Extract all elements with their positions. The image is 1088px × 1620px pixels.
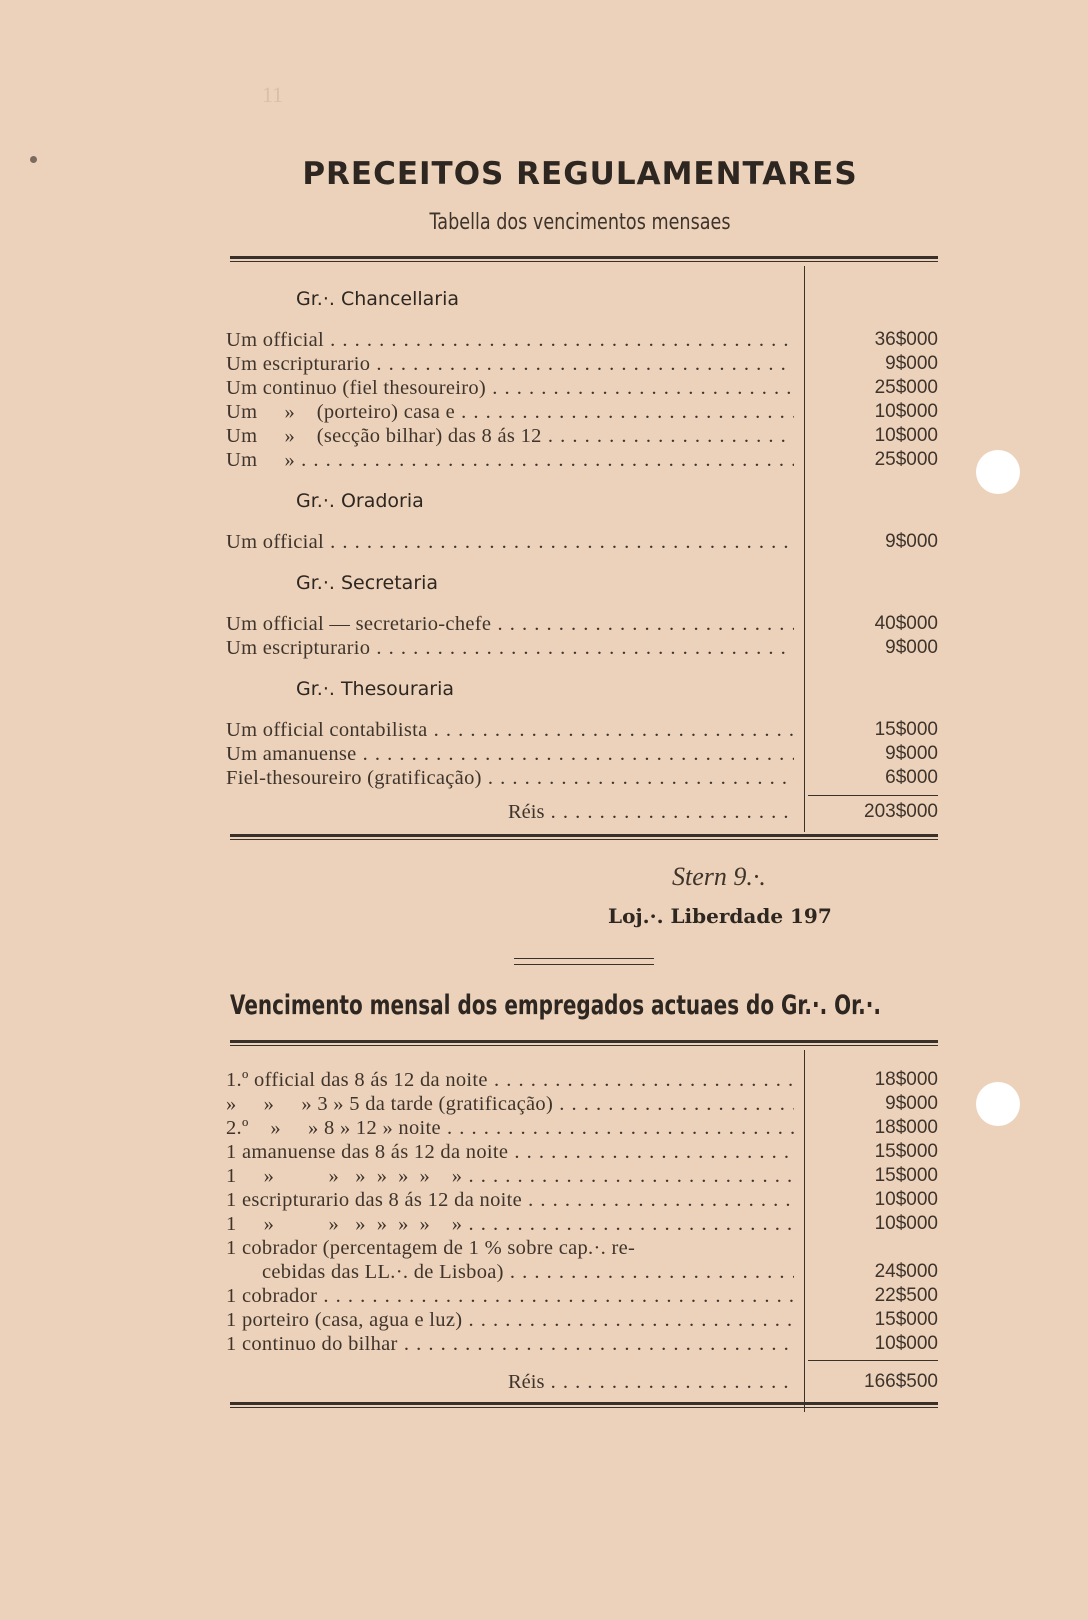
row-label: Um » (porteiro) casa e . . .	[226, 400, 794, 424]
sum-rule	[808, 795, 938, 796]
row-label: Fiel-thesoureiro (gratificação) . . .	[226, 766, 794, 790]
table-row	[226, 400, 938, 424]
row-amount: 15$000	[874, 1309, 938, 1330]
table-row	[226, 1212, 938, 1236]
table2-bottom-rule	[230, 1402, 938, 1408]
page-number: 11	[262, 82, 284, 107]
row-amount: 6$000	[885, 767, 938, 788]
table-row	[226, 742, 938, 766]
row-label: Um escripturario . . .	[226, 636, 794, 660]
row-amount: 25$000	[874, 449, 938, 470]
row-amount: 9$000	[885, 1093, 938, 1114]
total-label: Réis . . .	[508, 1370, 794, 1394]
row-label: Um » . . .	[226, 448, 794, 472]
row-label: 1 continuo do bilhar . . .	[226, 1332, 794, 1356]
row-label: Um amanuense . . .	[226, 742, 794, 766]
section-title: Vencimento mensal dos empregados actuaes do Gr.·. Or.·.	[230, 990, 881, 1021]
row-amount: 18$000	[874, 1117, 938, 1138]
punch-hole	[976, 450, 1020, 494]
row-amount: 36$000	[874, 329, 938, 350]
table-row	[226, 1188, 938, 1212]
row-label: 1 cobrador (percentagem de 1 % sobre cap.·. re-	[226, 1237, 636, 1259]
row-amount: 25$000	[874, 377, 938, 398]
row-label: 1 escripturario das 8 ás 12 da noite . . .	[226, 1188, 794, 1212]
row-label: 1 » » » » » » » . . .	[226, 1212, 794, 1236]
row-amount: 10$000	[874, 425, 938, 446]
table-row	[226, 376, 938, 400]
row-label: Um escripturario . . .	[226, 352, 794, 376]
page-subtitle: Tabella dos vencimentos mensaes	[429, 210, 731, 235]
row-label: Um official — secretario-chefe . . .	[226, 612, 794, 636]
table-row	[226, 1284, 938, 1308]
row-amount: 10$000	[874, 1333, 938, 1354]
row-amount: 15$000	[874, 1141, 938, 1162]
ink-dot	[30, 156, 37, 163]
total-row	[226, 1370, 938, 1394]
divider-rule	[514, 964, 654, 965]
table1-bottom-rule	[230, 834, 938, 840]
table-row	[226, 1236, 938, 1260]
row-label: 1 porteiro (casa, agua e luz) . . .	[226, 1308, 794, 1332]
row-label: 1.º official das 8 ás 12 da noite . . .	[226, 1068, 794, 1092]
row-amount: 9$000	[885, 353, 938, 374]
row-amount: 22$500	[874, 1285, 938, 1306]
table1-top-rule	[230, 256, 938, 262]
row-amount: 15$000	[874, 1165, 938, 1186]
lodge-name: Loj.·. Liberdade 197	[608, 904, 832, 928]
row-amount: 10$000	[874, 1213, 938, 1234]
row-label: Um » (secção bilhar) das 8 ás 12 . . .	[226, 424, 794, 448]
row-label: 1 » » » » » » » . . .	[226, 1164, 794, 1188]
table-row	[226, 766, 938, 790]
sum-rule	[808, 1360, 938, 1361]
section-heading-thesouraria: Gr.·. Thesouraria	[296, 678, 455, 700]
table-row	[226, 1332, 938, 1356]
row-label: » » » 3 » 5 da tarde (gratificação) . . .	[226, 1092, 794, 1116]
table-row	[226, 718, 938, 742]
table-row	[226, 1260, 938, 1284]
row-label: Um official . . .	[226, 328, 794, 352]
table-row	[226, 1116, 938, 1140]
punch-hole	[976, 1082, 1020, 1126]
row-amount: 18$000	[874, 1069, 938, 1090]
table-row	[226, 636, 938, 660]
table-row	[226, 448, 938, 472]
page-title: PRECEITOS REGULAMENTARES	[302, 156, 858, 192]
row-amount: 9$000	[885, 743, 938, 764]
section-heading-secretaria: Gr.·. Secretaria	[296, 572, 439, 594]
table-row	[226, 1092, 938, 1116]
table-row	[226, 1068, 938, 1092]
row-label: 1 cobrador . . .	[226, 1284, 794, 1308]
table-row	[226, 612, 938, 636]
table-row	[226, 1308, 938, 1332]
table-row	[226, 1140, 938, 1164]
table-row	[226, 352, 938, 376]
divider-rule	[514, 958, 654, 959]
row-amount: 15$000	[874, 719, 938, 740]
signature: Stern 9.·.	[672, 862, 766, 891]
row-label: Um official . . .	[226, 530, 794, 554]
row-amount: 24$000	[874, 1261, 938, 1282]
row-amount: 9$000	[885, 637, 938, 658]
row-amount: 40$000	[874, 613, 938, 634]
row-amount: 10$000	[874, 401, 938, 422]
row-label: Um official contabilista . . .	[226, 718, 794, 742]
section-heading-oradoria: Gr.·. Oradoria	[296, 490, 424, 512]
total-amount: 166$500	[864, 1371, 938, 1392]
row-amount: 9$000	[885, 531, 938, 552]
table-row	[226, 1164, 938, 1188]
row-label: cebidas das LL.·. de Lisboa) . . .	[262, 1260, 794, 1284]
total-label: Réis . . .	[508, 800, 794, 824]
table2-top-rule	[230, 1040, 938, 1046]
row-amount: 10$000	[874, 1189, 938, 1210]
table-row	[226, 530, 938, 554]
row-label: Um continuo (fiel thesoureiro) . . .	[226, 376, 794, 400]
section-heading-chancellaria: Gr.·. Chancellaria	[296, 288, 460, 310]
total-row	[226, 800, 938, 824]
table-row	[226, 328, 938, 352]
row-label: 2.º » » 8 » 12 » noite . . .	[226, 1116, 794, 1140]
total-amount: 203$000	[864, 801, 938, 822]
row-label: 1 amanuense das 8 ás 12 da noite . . .	[226, 1140, 794, 1164]
table-row	[226, 424, 938, 448]
